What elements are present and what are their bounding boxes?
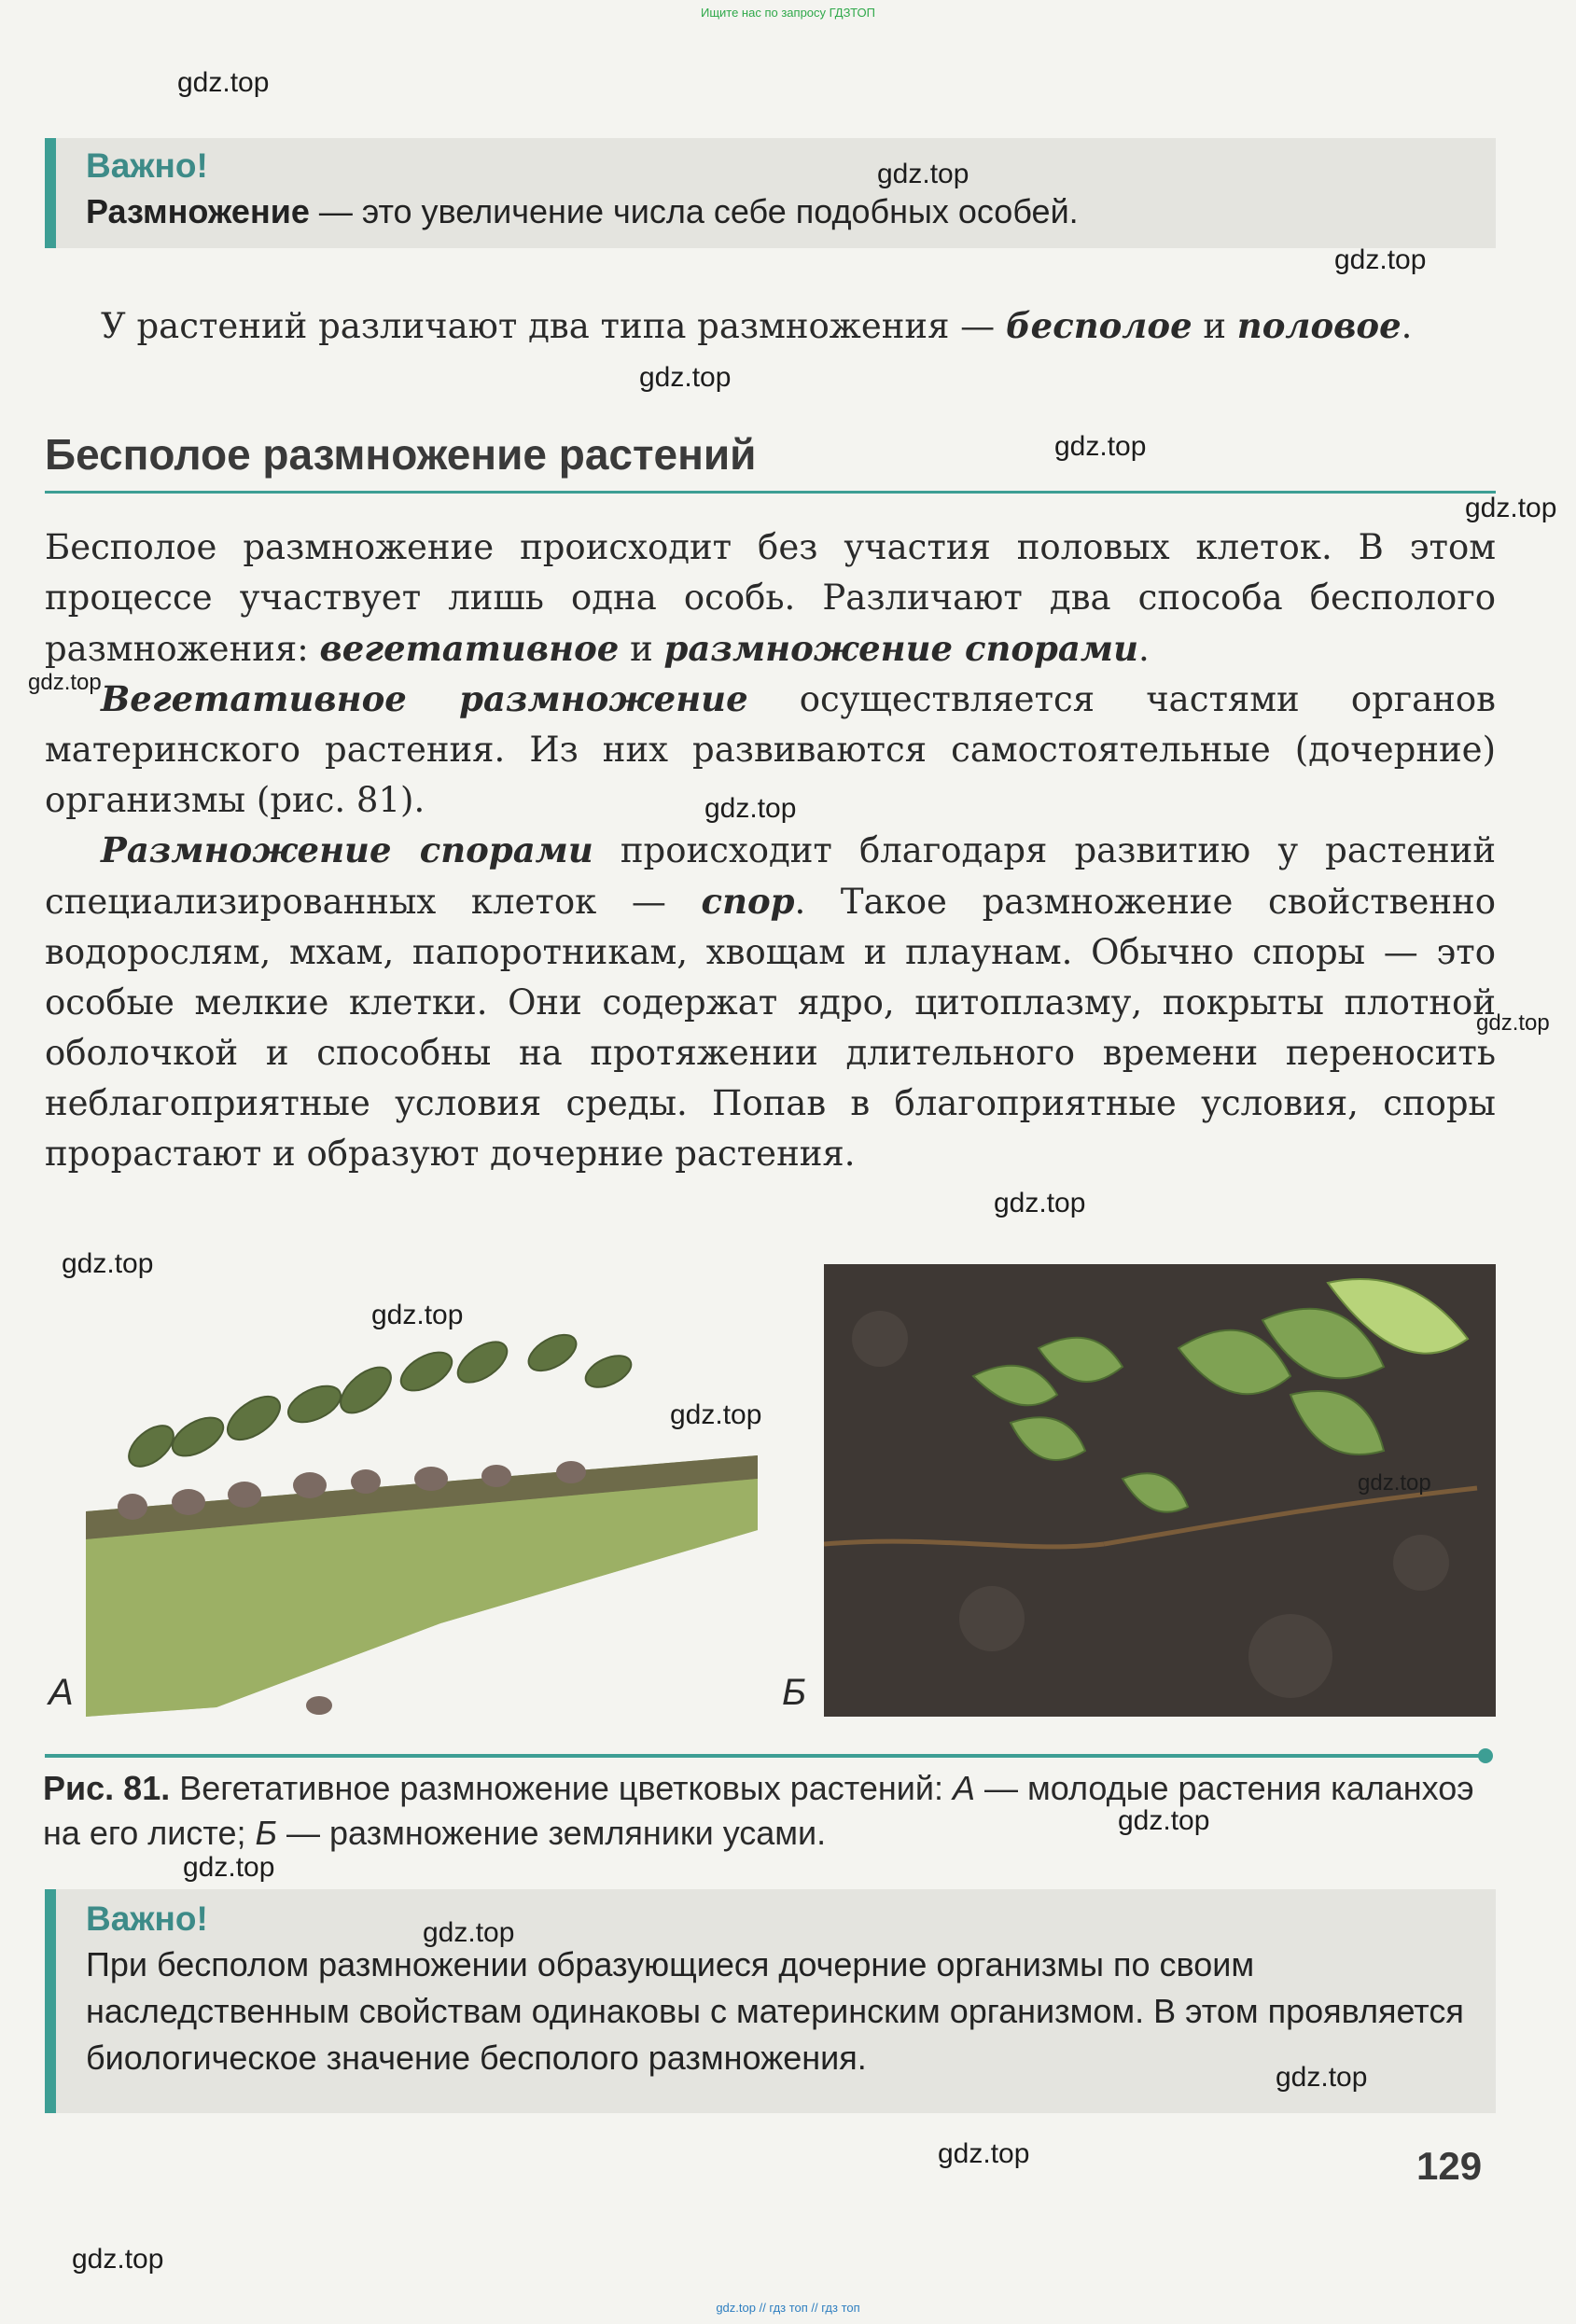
watermark: gdz.top xyxy=(1476,1010,1550,1036)
important-heading-2: Важно! xyxy=(86,1900,208,1938)
watermark: gdz.top xyxy=(1118,1805,1210,1836)
p1-text-3: . xyxy=(1137,629,1150,669)
definition-term: Размножение xyxy=(86,192,310,230)
watermark: gdz.top xyxy=(877,159,969,189)
photo-kalanchoe xyxy=(86,1315,758,1717)
p2-text: осуществляется частями органов материнского растения. Из них развиваются самостоятельные (дочерние) организмы (рис. 81). xyxy=(45,679,1497,820)
p1-text-2: и xyxy=(619,629,664,669)
intro-text-1: У растений различают два типа размножения — xyxy=(101,306,1006,346)
paragraph-spores xyxy=(45,825,1496,1179)
kalanchoe-illustration xyxy=(86,1315,758,1717)
term-sexual: половое xyxy=(1236,305,1402,346)
intro-text-2: и xyxy=(1192,306,1237,346)
p3-text-2: . Такое размножение свойственно водорослям, мхам, папоротникам, хвощам и плаунам. Обычно споры — это особые мелкие клетки. Они содержат ядро, цитоплазму, покрыты плотной оболочкой и способны на протяжении длительного времени переносить неблагоприятные условия среды. Попав в благоприятные условия, споры прорастают и образуют дочерние растения. xyxy=(45,882,1496,1174)
watermark: gdz.top xyxy=(28,670,102,695)
term-spore-propagation: Размножение спорами xyxy=(101,829,593,870)
important-heading: Важно! xyxy=(86,146,208,185)
watermark: gdz.top xyxy=(177,67,270,98)
watermark: gdz.top xyxy=(1358,1470,1431,1496)
page-number: 129 xyxy=(1416,2144,1483,2188)
paragraph-asexual xyxy=(45,522,1496,675)
caption-text-2: — молодые растения каланхоэ на его листе; xyxy=(43,1769,1474,1852)
watermark: gdz.top xyxy=(371,1300,464,1330)
term-vegetative: вегетативное xyxy=(319,628,620,669)
watermark: gdz.top xyxy=(639,362,732,393)
watermark: gdz.top xyxy=(938,2138,1030,2169)
significance-text: При бесполом размножении образующиеся дочерние организмы по своим наследственным свойствам одинаковы с материнским организмом. В этом проявляется биологическое значение бесполого размножения. xyxy=(86,1945,1464,2077)
bottom-banner: gdz.top // гдз топ // гдз топ xyxy=(716,2301,860,2315)
watermark: gdz.top xyxy=(1054,431,1147,462)
intro-text-3: . xyxy=(1401,306,1413,346)
watermark: gdz.top xyxy=(704,793,797,824)
figure-label-a: А xyxy=(49,1672,74,1713)
figure-caption xyxy=(43,1766,1499,1856)
watermark: gdz.top xyxy=(183,1852,275,1883)
caption-text-3: — размножение земляники усами. xyxy=(276,1814,827,1852)
caption-label-b: Б xyxy=(255,1814,277,1852)
p1-text-1: Бесполое размножение происходит без участия половых клеток. В этом процессе участвует лишь одна особь. Различают два способа бесполого размножения: xyxy=(45,527,1496,669)
term-spores: размножение спорами xyxy=(663,628,1138,669)
caption-divider-dot xyxy=(1478,1748,1493,1763)
term-spore: спор xyxy=(701,881,795,922)
term-asexual: бесполое xyxy=(1005,305,1192,346)
caption-divider xyxy=(45,1754,1491,1758)
watermark: gdz.top xyxy=(1334,244,1427,275)
definition-text xyxy=(86,188,1496,235)
p3-text-1: происходит благодаря развитию у растений специализированных клеток — xyxy=(45,830,1496,922)
section-title: Бесполое размножение растений xyxy=(45,429,1496,494)
watermark: gdz.top xyxy=(1276,2062,1368,2093)
caption-label-a: А xyxy=(952,1769,975,1807)
watermark: gdz.top xyxy=(670,1399,762,1430)
definition-rest: — это увеличение числа себе подобных особей. xyxy=(309,192,1079,230)
important-box-definition xyxy=(45,138,1496,248)
watermark: gdz.top xyxy=(62,1248,154,1279)
figure-label-b: Б xyxy=(782,1672,807,1713)
watermark: gdz.top xyxy=(423,1917,515,1948)
caption-text-1: Вегетативное размножение цветковых растений: xyxy=(170,1769,953,1807)
term-vegetative-propagation: Вегетативное размножение xyxy=(101,678,748,719)
watermark: gdz.top xyxy=(994,1188,1086,1218)
top-banner: Ищите нас по запросу ГДЗТОП xyxy=(700,6,875,20)
caption-number: Рис. 81. xyxy=(43,1769,171,1807)
intro-paragraph xyxy=(45,300,1496,352)
watermark: gdz.top xyxy=(72,2244,164,2275)
watermark: gdz.top xyxy=(1465,493,1557,523)
